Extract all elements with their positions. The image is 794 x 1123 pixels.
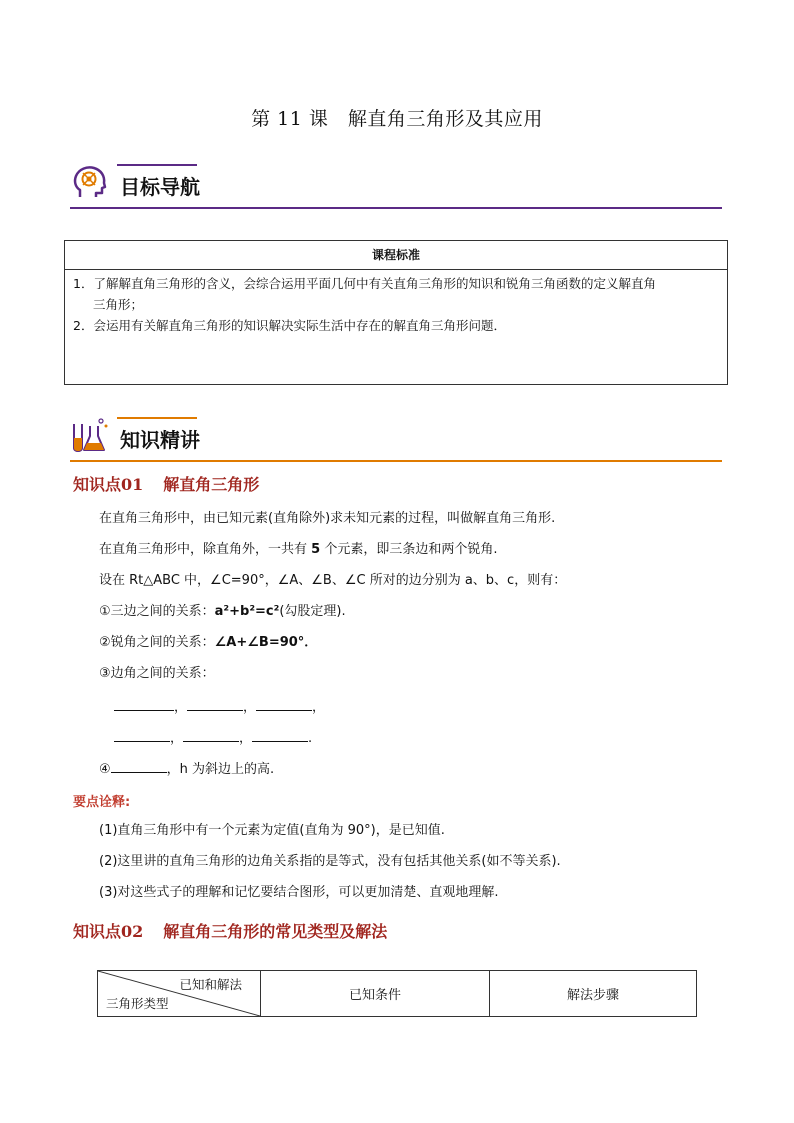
diagonal-header-top: 已知和解法 — [179, 977, 242, 992]
knowledge-point-1-number: 知识点01 — [73, 475, 144, 494]
note-2: (2)这里讲的直角三角形的边角关系指的是等式，没有包括其他关系(如不等关系). — [99, 854, 561, 869]
course-standard-header: 课程标准 — [65, 241, 727, 270]
relation-angles-label: ②锐角之间的关系： — [99, 635, 215, 650]
course-standard-item-1-line-1: 1．了解解直角三角形的含义，会综合运用平面几何中有关直角三角形的知识和锐角三角函数的定义解直角 — [73, 276, 656, 291]
note-1: (1)直角三角形中有一个元素为定值(直角为 90°)，是已知值. — [99, 823, 445, 838]
answer-blank — [111, 760, 167, 773]
answer-blank — [256, 698, 312, 711]
relation-area-prefix: ④ — [99, 762, 111, 777]
paragraph-elements — [99, 541, 497, 559]
section-header-goal — [70, 163, 722, 209]
diagonal-header-bottom: 三角形类型 — [106, 996, 169, 1011]
element-count: 5 — [311, 542, 321, 557]
separator: . — [308, 731, 313, 746]
relation-side-angle: ③边角之间的关系： — [99, 666, 215, 681]
brain-gear-icon — [70, 163, 110, 203]
knowledge-point-1-heading — [73, 472, 259, 495]
answer-blank — [187, 698, 243, 711]
flask-icon — [70, 416, 110, 456]
blank-row-1 — [114, 698, 325, 717]
solution-types-table — [97, 970, 697, 1017]
course-standard-item-1-line-2: 三角形； — [93, 297, 144, 312]
knowledge-point-1-title: 解直角三角形 — [163, 475, 260, 494]
separator: ， — [239, 731, 253, 746]
relation-angles-formula: ∠A+∠B=90°． — [214, 635, 318, 650]
relation-sides-formula: a²+b²=c² — [214, 604, 280, 619]
answer-blank — [114, 729, 170, 742]
course-standard-box — [64, 240, 728, 385]
course-standard-item-1 — [65, 273, 727, 315]
table-header-known-conditions: 已知条件 — [261, 971, 490, 1017]
page-title: 第 11 课 解直角三角形及其应用 — [251, 108, 543, 130]
paragraph-setup: 设在 Rt△ABC 中，∠C=90°，∠A、∠B、∠C 所对的边分别为 a、b、c，则有： — [99, 573, 567, 588]
relation-area-suffix: ，h 为斜边上的高. — [166, 762, 275, 777]
relation-sides-label: ①三边之间的关系： — [99, 604, 215, 619]
paragraph-elements-b: 个元素，即三条边和两个锐角. — [324, 542, 498, 557]
relation-angles — [99, 634, 317, 652]
table-row — [98, 971, 697, 1017]
answer-blank — [183, 729, 239, 742]
section-header-knowledge — [70, 416, 722, 462]
paragraph-definition: 在直角三角形中，由已知元素(直角除外)求未知元素的过程，叫做解直角三角形. — [99, 511, 556, 526]
note-3: (3)对这些式子的理解和记忆要结合图形，可以更加清楚、直观地理解. — [99, 885, 499, 900]
separator: ， — [312, 700, 326, 715]
paragraph-elements-a: 在直角三角形中，除直角外，一共有 — [99, 542, 308, 557]
relation-sides-note: (勾股定理). — [279, 604, 346, 619]
course-standard-item-2: 2．会运用有关解直角三角形的知识解决实际生活中存在的解直角三角形问题． — [73, 318, 506, 333]
separator: ， — [243, 700, 257, 715]
section-label-knowledge: 知识精讲 — [120, 428, 200, 452]
separator: ， — [174, 700, 188, 715]
answer-blank — [252, 729, 308, 742]
knowledge-point-2-title: 解直角三角形的常见类型及解法 — [163, 922, 388, 941]
section-header-topline — [117, 417, 197, 419]
section-label-goal: 目标导航 — [120, 175, 200, 199]
section-header-topline — [117, 164, 197, 166]
answer-blank — [114, 698, 174, 711]
knowledge-point-2-heading — [73, 919, 387, 942]
table-diagonal-header-cell — [98, 971, 261, 1017]
knowledge-point-2-number: 知识点02 — [73, 922, 144, 941]
table-header-solution-steps: 解法步骤 — [490, 971, 697, 1017]
relation-area — [99, 760, 274, 779]
notes-heading: 要点诠释: — [73, 795, 131, 810]
relation-sides — [99, 603, 346, 621]
separator: ， — [170, 731, 184, 746]
blank-row-2 — [114, 729, 312, 748]
